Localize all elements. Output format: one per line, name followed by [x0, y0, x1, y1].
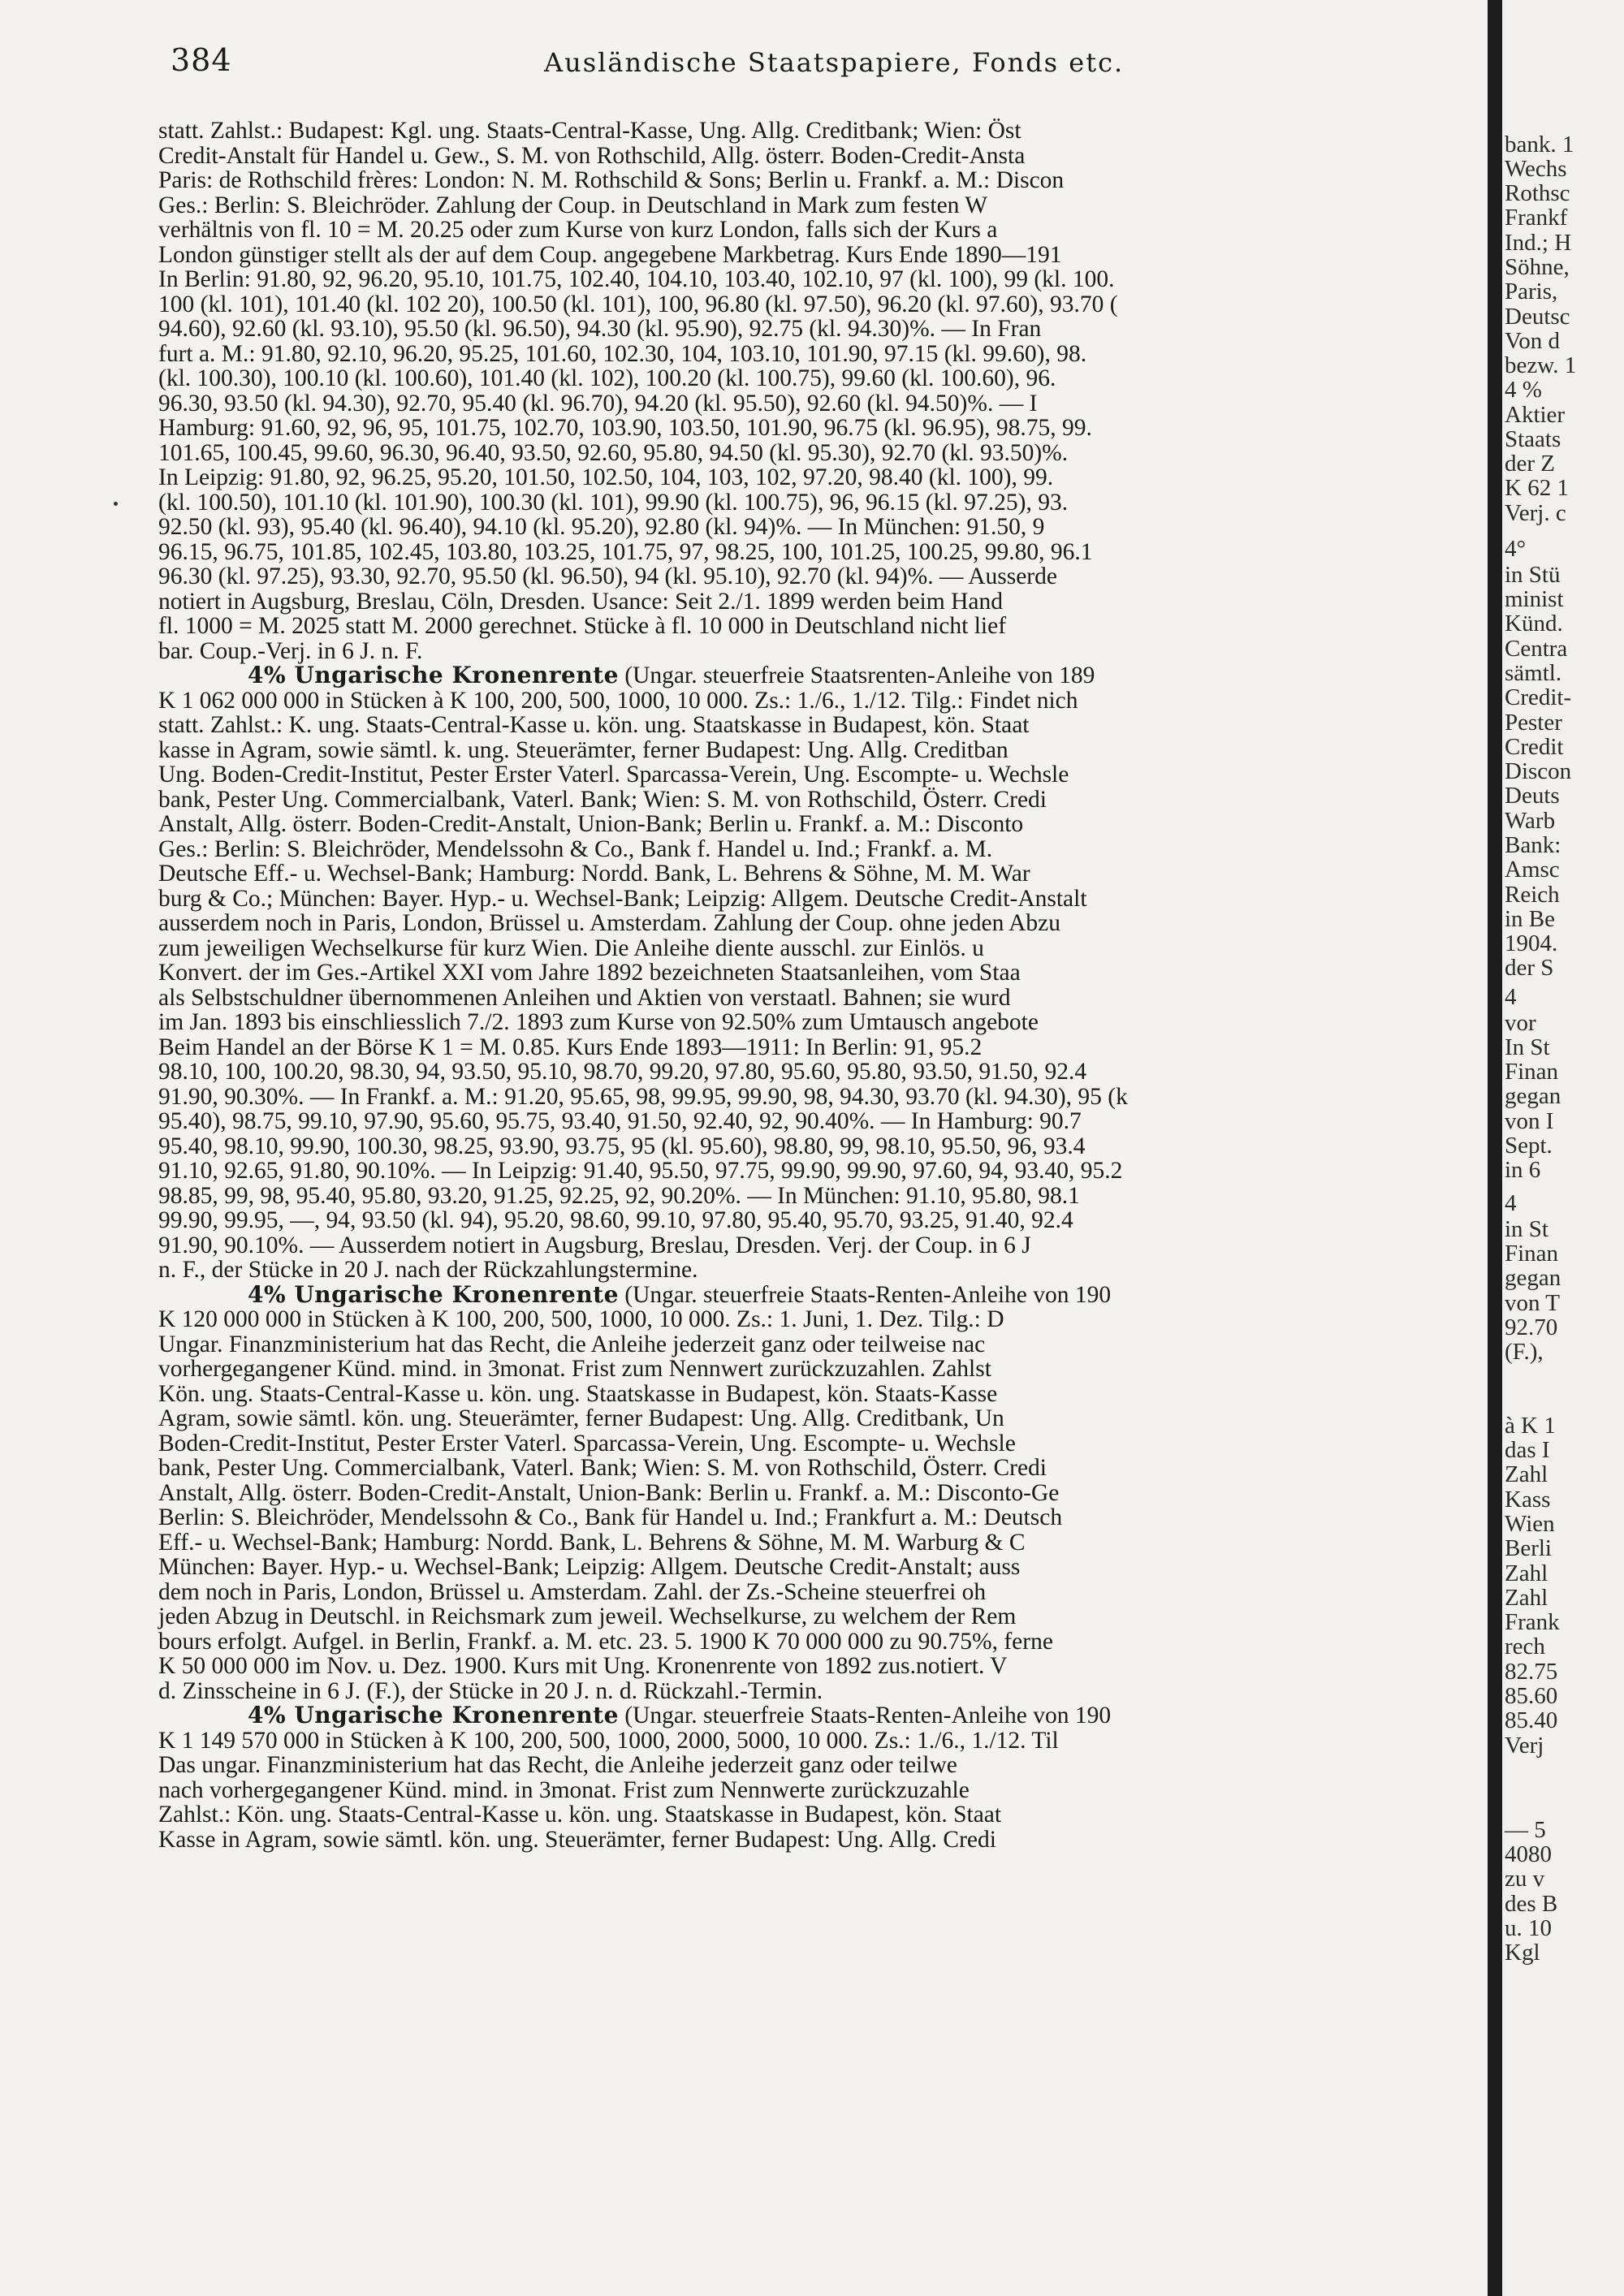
right-page-fragment: das I — [1505, 1437, 1550, 1463]
entry-heading-line — [158, 1280, 1486, 1308]
text-line: jeden Abzug in Deutschl. in Reichsmark zum jeweil. Wechselkurse, zu welchem der Rem — [158, 1603, 1017, 1629]
text-line: 94.60), 92.60 (kl. 93.10), 95.50 (kl. 96.50), 94.30 (kl. 95.90), 92.75 (kl. 94.30)%. — In Fran — [158, 316, 1042, 342]
right-page-fragment: Credit- — [1505, 684, 1572, 710]
text-line: Ungar. Finanzministerium hat das Recht, die Anleihe jederzeit ganz oder teilweise nac — [158, 1331, 986, 1357]
text-line: 92.50 (kl. 93), 95.40 (kl. 96.40), 94.10 (kl. 95.20), 92.80 (kl. 94)%. — In München: 91.50, 9 — [158, 514, 1045, 540]
text-line: bours erfolgt. Aufgel. in Berlin, Frankf. a. M. etc. 23. 5. 1900 K 70 000 000 zu 90.75%, ferne — [158, 1628, 1053, 1655]
text-line: fl. 1000 = M. 2025 statt M. 2000 gerechnet. Stücke à fl. 10 000 in Deutschland nicht lief — [158, 613, 1007, 639]
right-page-fragment: Sept. — [1505, 1133, 1553, 1159]
text-line: im Jan. 1893 bis einschliesslich 7./2. 1893 zum Kurse von 92.50% zum Umtausch angebote — [158, 1009, 1039, 1035]
page-number: 384 — [171, 42, 232, 78]
right-page-fragment: Söhne, — [1505, 254, 1570, 280]
right-page-fragment: Von d — [1505, 328, 1560, 354]
right-page-fragment: rech — [1505, 1634, 1545, 1659]
right-page-fragment: 82.75 — [1505, 1659, 1558, 1685]
text-line: München: Bayer. Hyp.- u. Wechsel-Bank; Leipzig: Allgem. Deutsche Credit-Anstalt; auss — [158, 1554, 1021, 1580]
text-line: Berlin: S. Bleichröder, Mendelssohn & Co., Bank für Handel u. Ind.; Frankfurt a. M.: Deutsch — [158, 1504, 1063, 1530]
right-page-fragment: des B — [1505, 1891, 1558, 1917]
right-page-fragment: 4 % — [1505, 377, 1542, 403]
right-page-fragment: der S — [1505, 955, 1554, 981]
entry-heading-rest: (Ungar. steuerfreie Staatsrenten-Anleihe von 189 — [618, 662, 1095, 688]
right-page-fragment: (F.), — [1505, 1339, 1544, 1365]
text-line: 100 (kl. 101), 101.40 (kl. 102 20), 100.50 (kl. 101), 100, 96.80 (kl. 97.50), 96.20 (kl. 97.60), 93.70 ( — [158, 291, 1118, 317]
text-line: 96.30, 93.50 (kl. 94.30), 92.70, 95.40 (kl. 96.70), 94.20 (kl. 95.50), 92.60 (kl. 94.50)%. — I — [158, 390, 1038, 416]
right-page-fragment: Bank: — [1505, 832, 1561, 858]
bond-entry — [158, 1703, 1486, 1852]
text-line: 96.15, 96.75, 101.85, 102.45, 103.80, 103.25, 101.75, 97, 98.25, 100, 101.25, 100.25, 99.80, 96.1 — [158, 538, 1093, 565]
right-page-fragment: Paris, — [1505, 278, 1558, 304]
right-page-fragment: in St — [1505, 1216, 1548, 1242]
text-line: Kön. ung. Staats-Central-Kasse u. kön. ung. Staatskasse in Budapest, kön. Staats-Kasse — [158, 1380, 998, 1407]
continued-entry — [158, 119, 1486, 663]
right-page-fragment: Finan — [1505, 1241, 1559, 1267]
right-page-fragment: Discon — [1505, 758, 1572, 784]
right-page-fragment: 85.60 — [1505, 1683, 1558, 1709]
right-page-fragment: Wechs — [1505, 156, 1567, 182]
text-line: Beim Handel an der Börse K 1 = M. 0.85. Kurs Ende 1893—1911: In Berlin: 91, 95.2 — [158, 1034, 983, 1060]
text-line: 96.30 (kl. 97.25), 93.30, 92.70, 95.50 (kl. 96.50), 94 (kl. 95.10), 92.70 (kl. 94)%. — Ausserde — [158, 563, 1057, 589]
text-line: bank, Pester Ung. Commercialbank, Vaterl. Bank; Wien: S. M. von Rothschild, Österr. Credi — [158, 786, 1047, 813]
text-line: Kasse in Agram, sowie sämtl. kön. ung. Steuerämter, ferner Budapest: Ung. Allg. Credi — [158, 1826, 996, 1853]
text-line: verhältnis von fl. 10 = M. 20.25 oder zum Kurse von kurz London, falls sich der Kurs a — [158, 217, 998, 243]
right-page-fragment: Pester — [1505, 710, 1562, 736]
right-page-fragment: K 62 1 — [1505, 475, 1569, 501]
right-page-fragment: minist — [1505, 586, 1564, 612]
text-line: Das ungar. Finanzministerium hat das Recht, die Anleihe jederzeit ganz oder teilwe — [158, 1752, 957, 1778]
right-page-fragment: Amsc — [1505, 857, 1560, 883]
text-line: vorhergegangener Künd. mind. in 3monat. Frist zum Nennwert zurückzuzahlen. Zahlst — [158, 1356, 991, 1382]
right-page-fragment: Berli — [1505, 1535, 1552, 1561]
right-page-fragment: sämtl. — [1505, 660, 1562, 686]
text-line: burg & Co.; München: Bayer. Hyp.- u. Wechsel-Bank; Leipzig: Allgem. Deutsche Credit-Anstalt — [158, 885, 1087, 912]
text-line: K 1 149 570 000 in Stücken à K 100, 200, 500, 1000, 2000, 5000, 10 000. Zs.: 1./6., 1./12. Til — [158, 1727, 1059, 1754]
text-line: 98.85, 99, 98, 95.40, 95.80, 93.20, 91.25, 92.25, 92, 90.20%. — In München: 91.10, 95.80, 98.1 — [158, 1182, 1080, 1209]
text-line: Boden-Credit-Institut, Pester Erster Vaterl. Sparcassa-Verein, Ung. Escompte- u. Wechsle — [158, 1430, 1016, 1457]
text-line: In Berlin: 91.80, 92, 96.20, 95.10, 101.75, 102.40, 104.10, 103.40, 102.10, 97 (kl. 100), 99 (kl. 100. — [158, 266, 1115, 292]
right-page-fragment: der Z — [1505, 451, 1555, 477]
text-line: Eff.- u. Wechsel-Bank; Hamburg: Nordd. Bank, L. Behrens & Söhne, M. M. Warburg & C — [158, 1529, 1026, 1556]
right-page-fragment: in Stü — [1505, 562, 1561, 588]
text-line: nach vorhergegangener Künd. mind. in 3monat. Frist zum Nennwerte zurückzuzahle — [158, 1776, 970, 1803]
text-line: 91.10, 92.65, 91.80, 90.10%. — In Leipzig: 91.40, 95.50, 97.75, 99.90, 99.90, 97.60, 94, 93.40, 95.2 — [158, 1158, 1123, 1184]
text-line: K 1 062 000 000 in Stücken à K 100, 200, 500, 1000, 10 000. Zs.: 1./6., 1./12. Tilg.: Findet nich — [158, 687, 1078, 714]
running-head: Ausländische Staatspapiere, Fonds etc. — [544, 47, 1125, 78]
right-page-fragment: Zahl — [1505, 1461, 1548, 1487]
right-page-fragment: Finan — [1505, 1059, 1559, 1085]
text-line: Anstalt, Allg. österr. Boden-Credit-Anstalt, Union-Bank: Berlin u. Frankf. a. M.: Disconto-Ge — [158, 1479, 1060, 1506]
right-page-fragment: u. 10 — [1505, 1915, 1552, 1941]
right-page-fragment: 4080 — [1505, 1841, 1552, 1867]
entry-title: 4% Ungarische Kronenrente — [248, 662, 619, 688]
entry-heading-line — [158, 663, 1486, 688]
text-line: In Leipzig: 91.80, 92, 96.25, 95.20, 101.50, 102.50, 104, 103, 102, 97.20, 98.40 (kl. 100), 99. — [158, 464, 1054, 490]
right-page-fragment: Credit — [1505, 734, 1564, 760]
right-page-fragment: Warb — [1505, 808, 1556, 834]
text-line: (kl. 100.50), 101.10 (kl. 101.90), 100.30 (kl. 101), 99.90 (kl. 100.75), 96, 96.15 (kl. 97.25), 93. — [158, 489, 1069, 516]
right-page-fragment: bank. 1 — [1505, 132, 1574, 158]
text-line: bank, Pester Ung. Commercialbank, Vaterl. Bank; Wien: S. M. von Rothschild, Österr. Credi — [158, 1455, 1047, 1481]
right-page-fragment: Deutsc — [1505, 304, 1570, 330]
right-page-fragment: Ind.; H — [1505, 230, 1572, 256]
text-line: d. Zinsscheine in 6 J. (F.), der Stücke in 20 J. n. d. Rückzahl.-Termin. — [158, 1677, 823, 1704]
right-page-fragment: Frank — [1505, 1609, 1560, 1635]
entry-title: 4% Ungarische Kronenrente — [248, 1280, 619, 1308]
right-page-fragment: in 6 — [1505, 1157, 1541, 1183]
text-line: furt a. M.: 91.80, 92.10, 96.20, 95.25, 101.60, 102.30, 104, 103.10, 101.90, 97.15 (kl. 99.60), 98. — [158, 340, 1087, 367]
text-line: 101.65, 100.45, 99.60, 96.30, 96.40, 93.50, 92.60, 95.80, 94.50 (kl. 95.30), 92.70 (kl. 93.50)%. — [158, 439, 1069, 466]
text-line: Zahlst.: Kön. ung. Staats-Central-Kasse u. kön. ung. Staatskasse in Budapest, kön. Staat — [158, 1802, 1002, 1828]
right-page-fragment: Centra — [1505, 636, 1568, 662]
right-page-fragment: In St — [1505, 1034, 1550, 1060]
right-page-fragment: Zahl — [1505, 1560, 1548, 1586]
right-page-fragment: Frankf — [1505, 205, 1568, 231]
right-page-fragment: zu v — [1505, 1866, 1545, 1892]
text-line: Deutsche Eff.- u. Wechsel-Bank; Hamburg: Nordd. Bank, L. Behrens & Söhne, M. M. War — [158, 861, 1030, 887]
right-page-fragment: Zahl — [1505, 1585, 1548, 1611]
text-line: 91.90, 90.30%. — In Frankf. a. M.: 91.20, 95.65, 98, 99.95, 99.90, 98, 94.30, 93.70 (kl. 94.30), 95 (k — [158, 1083, 1128, 1110]
page-header — [171, 42, 1470, 83]
text-line: Konvert. der im Ges.-Artikel XXI vom Jahre 1892 bezeichneten Staatsanleihen, vom Staa — [158, 960, 1021, 986]
right-page-fragment: Aktier — [1505, 402, 1566, 428]
text-line: statt. Zahlst.: Budapest: Kgl. ung. Staats-Central-Kasse, Ung. Allg. Creditbank; Wien: Öst — [158, 118, 1021, 144]
right-page-fragment: Wien — [1505, 1511, 1555, 1537]
text-line: statt. Zahlst.: K. ung. Staats-Central-Kasse u. kön. ung. Staatskasse in Budapest, kön. Staat — [158, 712, 1030, 738]
text-line: 99.90, 99.95, —, 94, 93.50 (kl. 94), 95.20, 98.60, 99.10, 97.80, 95.40, 95.70, 93.25, 91.40, 92.4 — [158, 1207, 1073, 1233]
right-page-fragment: in Be — [1505, 906, 1556, 932]
right-page-fragment: bezw. 1 — [1505, 352, 1577, 378]
text-line: kasse in Agram, sowie sämtl. k. ung. Steuerämter, ferner Budapest: Ung. Allg. Creditban — [158, 736, 1009, 763]
text-line: Hamburg: 91.60, 92, 96, 95, 101.75, 102.70, 103.90, 103.50, 101.90, 96.75 (kl. 96.95), 98.75, 99. — [158, 415, 1092, 441]
right-page-fragment: 4 — [1505, 984, 1517, 1010]
entries — [158, 663, 1486, 1852]
right-page-fragment: Kass — [1505, 1487, 1551, 1513]
right-page-fragment: 4° — [1505, 536, 1527, 562]
text-line: 95.40, 98.10, 99.90, 100.30, 98.25, 93.90, 93.75, 95 (kl. 95.60), 98.80, 99, 98.10, 95.50, 96, 93.4 — [158, 1133, 1086, 1159]
entry-heading-line — [158, 1703, 1486, 1728]
text-line: Credit-Anstalt für Handel u. Gew., S. M. von Rothschild, Allg. österr. Boden-Credit-Ansta — [158, 142, 1026, 169]
entry-heading-rest: (Ungar. steuerfreie Staats-Renten-Anleihe von 190 — [618, 1703, 1112, 1728]
text-line: ausserdem noch in Paris, London, Brüssel u. Amsterdam. Zahlung der Coup. ohne jeden Abzu — [158, 910, 1060, 936]
right-page-fragment: Künd. — [1505, 611, 1563, 637]
right-page-fragment: Kgl — [1505, 1940, 1540, 1966]
text-line: (kl. 100.30), 100.10 (kl. 100.60), 101.40 (kl. 102), 100.20 (kl. 100.75), 99.60 (kl. 100.60), 96. — [158, 365, 1056, 391]
text-line: Ung. Boden-Credit-Institut, Pester Erster Vaterl. Sparcassa-Verein, Ung. Escompte- u. Wechsle — [158, 762, 1069, 788]
text-line: bar. Coup.-Verj. in 6 J. n. F. — [158, 637, 423, 664]
text-line: n. F., der Stücke in 20 J. nach der Rückzahlungstermine. — [158, 1257, 698, 1283]
text-line: K 120 000 000 in Stücken à K 100, 200, 500, 1000, 10 000. Zs.: 1. Juni, 1. Dez. Tilg.: D — [158, 1306, 1004, 1332]
right-page-fragment: Deuts — [1505, 783, 1560, 809]
entry-title: 4% Ungarische Kronenrente — [248, 1702, 619, 1728]
right-page-fragment: 4 — [1505, 1190, 1517, 1216]
book-gutter — [1488, 0, 1502, 2296]
right-page-fragment: Staats — [1505, 426, 1561, 452]
right-page-fragment: Verj. c — [1505, 500, 1566, 526]
text-line: Anstalt, Allg. österr. Boden-Credit-Anstalt, Union-Bank; Berlin u. Frankf. a. M.: Disconto — [158, 811, 1024, 837]
text-line: dem noch in Paris, London, Brüssel u. Amsterdam. Zahl. der Zs.-Scheine steuerfrei oh — [158, 1578, 987, 1605]
right-page-fragment: gegan — [1505, 1265, 1561, 1291]
text-line: 91.90, 90.10%. — Ausserdem notiert in Augsburg, Breslau, Dresden. Verj. der Coup. in 6 J — [158, 1232, 1031, 1258]
text-line: als Selbstschuldner übernommenen Anleihen und Aktien von verstaatl. Bahnen; sie wurd — [158, 984, 1011, 1011]
right-page-fragment: à K 1 — [1505, 1413, 1556, 1439]
text-line: zum jeweiligen Wechselkurse für kurz Wien. Die Anleihe diente ausschl. zur Einlös. u — [158, 934, 984, 961]
text-line: Paris: de Rothschild frères: London: N. M. Rothschild & Sons; Berlin u. Frankf. a. M.: Discon — [158, 167, 1065, 193]
text-line: K 50 000 000 im Nov. u. Dez. 1900. Kurs mit Ung. Kronenrente von 1892 zus.notiert. V — [158, 1653, 1008, 1679]
text-line: Agram, sowie sämtl. kön. ung. Steuerämter, ferner Budapest: Ung. Allg. Creditbank, Un — [158, 1405, 1004, 1431]
bond-entry — [158, 1280, 1486, 1704]
text-line: Ges.: Berlin: S. Bleichröder, Mendelssohn & Co., Bank f. Handel u. Ind.; Frankf. a. M. — [158, 835, 993, 862]
right-page-fragment: Verj — [1505, 1733, 1544, 1759]
right-page-fragment: 85.40 — [1505, 1707, 1558, 1733]
entry-heading-rest: (Ungar. steuerfreie Staats-Renten-Anleihe von 190 — [618, 1281, 1112, 1308]
text-line: 95.40), 98.75, 99.10, 97.90, 95.60, 95.75, 93.40, 91.50, 92.40, 92, 90.40%. — In Hamburg: 90.7 — [158, 1108, 1082, 1134]
right-page-fragment: — 5 — [1505, 1817, 1546, 1843]
margin-dot — [114, 502, 118, 506]
text-line: 98.10, 100, 100.20, 98.30, 94, 93.50, 95.10, 98.70, 99.20, 97.80, 95.60, 95.80, 93.50, 91.50, 92.4 — [158, 1059, 1087, 1085]
right-page-fragment: Reich — [1505, 882, 1560, 908]
right-page-fragment: von T — [1505, 1290, 1560, 1316]
right-page-fragment: Rothsc — [1505, 180, 1570, 206]
right-page-fragment: gegan — [1505, 1083, 1561, 1109]
right-page-fragment: 92.70 — [1505, 1314, 1558, 1340]
text-line: London günstiger stellt als der auf dem Coup. angegebene Markbetrag. Kurs Ende 1890—191 — [158, 241, 1062, 268]
right-page-fragment: von I — [1505, 1108, 1554, 1134]
right-page-fragment: 1904. — [1505, 930, 1558, 956]
text-line: notiert in Augsburg, Breslau, Cöln, Dresden. Usance: Seit 2./1. 1899 werden beim Hand — [158, 588, 1003, 615]
text-line: Ges.: Berlin: S. Bleichröder. Zahlung der Coup. in Deutschland in Mark zum festen W — [158, 192, 988, 218]
page-body — [158, 119, 1486, 1852]
bond-entry — [158, 663, 1486, 1283]
right-page-fragment: vor — [1505, 1010, 1536, 1036]
